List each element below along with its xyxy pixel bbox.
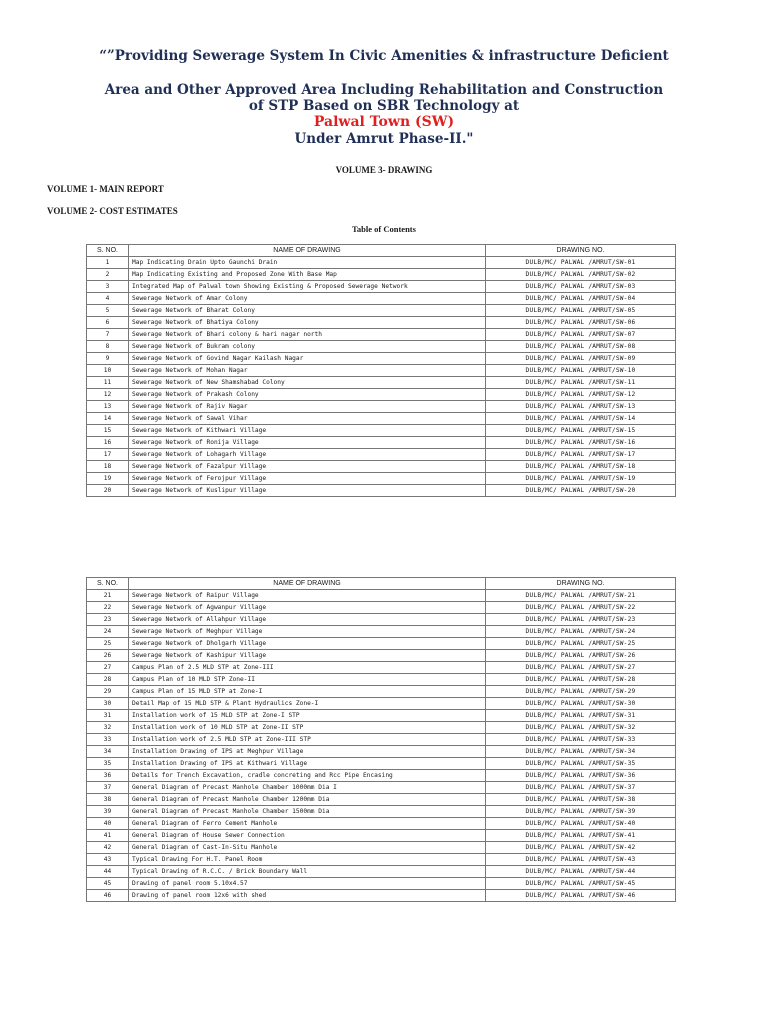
cell-drawing-no: DULB/MC/ PALWAL /AMRUT/SW-43 — [486, 854, 676, 866]
table-row — [87, 365, 676, 377]
cell-drawing-no: DULB/MC/ PALWAL /AMRUT/SW-20 — [486, 485, 676, 497]
cell-drawing-no: DULB/MC/ PALWAL /AMRUT/SW-44 — [486, 866, 676, 878]
cell-drawing-no: DULB/MC/ PALWAL /AMRUT/SW-11 — [486, 377, 676, 389]
cell-sno: 38 — [87, 794, 129, 806]
cell-sno: 41 — [87, 830, 129, 842]
header-sno: S. NO. — [87, 578, 129, 590]
cell-drawing-no: DULB/MC/ PALWAL /AMRUT/SW-25 — [486, 638, 676, 650]
cell-drawing-no: DULB/MC/ PALWAL /AMRUT/SW-26 — [486, 650, 676, 662]
cell-drawing-no: DULB/MC/ PALWAL /AMRUT/SW-07 — [486, 329, 676, 341]
table-row — [87, 614, 676, 626]
table-row — [87, 638, 676, 650]
table-row — [87, 746, 676, 758]
cell-drawing-name: Sewerage Network of Bhatiya Colony — [129, 317, 486, 329]
table-row — [87, 401, 676, 413]
cell-sno: 3 — [87, 281, 129, 293]
header-sno: S. NO. — [87, 245, 129, 257]
cell-sno: 19 — [87, 473, 129, 485]
volume-2-label: VOLUME 2- COST ESTIMATES — [47, 206, 178, 216]
table-row — [87, 734, 676, 746]
cell-sno: 46 — [87, 890, 129, 902]
cell-drawing-name: General Diagram of Ferro Cement Manhole — [129, 818, 486, 830]
cell-drawing-no: DULB/MC/ PALWAL /AMRUT/SW-41 — [486, 830, 676, 842]
table-row — [87, 806, 676, 818]
cell-drawing-name: Sewerage Network of Bhari colony & hari nagar north — [129, 329, 486, 341]
cell-drawing-no: DULB/MC/ PALWAL /AMRUT/SW-06 — [486, 317, 676, 329]
cell-drawing-name: Campus Plan of 15 MLD STP at Zone-I — [129, 686, 486, 698]
cell-sno: 23 — [87, 614, 129, 626]
cell-sno: 13 — [87, 401, 129, 413]
cell-drawing-name: Drawing of panel room 12x6 with shed — [129, 890, 486, 902]
cell-sno: 10 — [87, 365, 129, 377]
header-name: NAME OF DRAWING — [129, 578, 486, 590]
cell-drawing-no: DULB/MC/ PALWAL /AMRUT/SW-21 — [486, 590, 676, 602]
cell-drawing-no: DULB/MC/ PALWAL /AMRUT/SW-38 — [486, 794, 676, 806]
cell-sno: 44 — [87, 866, 129, 878]
table-row — [87, 686, 676, 698]
header-drawing-no: DRAWING NO. — [486, 245, 676, 257]
table-row — [87, 782, 676, 794]
cell-sno: 6 — [87, 317, 129, 329]
cell-drawing-name: Map Indicating Drain Upto Gaunchi Drain — [129, 257, 486, 269]
cell-sno: 18 — [87, 461, 129, 473]
cell-drawing-name: Sewerage Network of Allahpur Village — [129, 614, 486, 626]
table-row — [87, 662, 676, 674]
cell-drawing-name: Campus Plan of 2.5 MLD STP at Zone-III — [129, 662, 486, 674]
cell-drawing-name: Sewerage Network of Rajiv Nagar — [129, 401, 486, 413]
cell-drawing-no: DULB/MC/ PALWAL /AMRUT/SW-45 — [486, 878, 676, 890]
cell-sno: 34 — [87, 746, 129, 758]
cell-drawing-name: Sewerage Network of Meghpur Village — [129, 626, 486, 638]
cell-drawing-no: DULB/MC/ PALWAL /AMRUT/SW-29 — [486, 686, 676, 698]
table-row — [87, 305, 676, 317]
cell-drawing-name: General Diagram of Precast Manhole Chamber 1500mm Dia — [129, 806, 486, 818]
table-row — [87, 317, 676, 329]
cell-drawing-name: Integrated Map of Palwal town Showing Existing & Proposed Sewerage Network — [129, 281, 486, 293]
cell-drawing-no: DULB/MC/ PALWAL /AMRUT/SW-04 — [486, 293, 676, 305]
cell-drawing-name: Sewerage Network of Bukram colony — [129, 341, 486, 353]
cell-drawing-no: DULB/MC/ PALWAL /AMRUT/SW-23 — [486, 614, 676, 626]
cell-drawing-name: Sewerage Network of Bharat Colony — [129, 305, 486, 317]
table-row — [87, 485, 676, 497]
cell-drawing-name: Sewerage Network of Lohagarh Village — [129, 449, 486, 461]
cell-sno: 25 — [87, 638, 129, 650]
cell-drawing-no: DULB/MC/ PALWAL /AMRUT/SW-24 — [486, 626, 676, 638]
cell-drawing-name: Typical Drawing of R.C.C. / Brick Boundary Wall — [129, 866, 486, 878]
cell-drawing-name: Sewerage Network of Kashipur Village — [129, 650, 486, 662]
cell-drawing-name: Sewerage Network of Kuslipur Village — [129, 485, 486, 497]
cell-drawing-name: Sewerage Network of Prakash Colony — [129, 389, 486, 401]
cell-sno: 22 — [87, 602, 129, 614]
cell-drawing-name: Installation Drawing of IPS at Meghpur Village — [129, 746, 486, 758]
cell-sno: 40 — [87, 818, 129, 830]
cell-drawing-name: Sewerage Network of Raipur Village — [129, 590, 486, 602]
cell-drawing-name: General Diagram of Cast-In-Situ Manhole — [129, 842, 486, 854]
cell-sno: 24 — [87, 626, 129, 638]
doc-title-line-5: Under Amrut Phase-II." — [294, 131, 474, 147]
cell-sno: 16 — [87, 437, 129, 449]
cell-sno: 30 — [87, 698, 129, 710]
table-row — [87, 878, 676, 890]
cell-drawing-no: DULB/MC/ PALWAL /AMRUT/SW-13 — [486, 401, 676, 413]
cell-drawing-name: Installation work of 10 MLD STP at Zone-II STP — [129, 722, 486, 734]
cell-drawing-no: DULB/MC/ PALWAL /AMRUT/SW-35 — [486, 758, 676, 770]
cell-drawing-no: DULB/MC/ PALWAL /AMRUT/SW-05 — [486, 305, 676, 317]
table-row — [87, 818, 676, 830]
cell-drawing-name: Sewerage Network of Ferojpur Village — [129, 473, 486, 485]
cell-drawing-name: Detail Map of 15 MLD STP & Plant Hydraulics Zone-I — [129, 698, 486, 710]
table-row — [87, 854, 676, 866]
table-row — [87, 329, 676, 341]
cell-drawing-name: Sewerage Network of Fazalpur Village — [129, 461, 486, 473]
cell-drawing-name: Sewerage Network of Mohan Nagar — [129, 365, 486, 377]
drawings-table-2 — [86, 577, 676, 902]
cell-sno: 42 — [87, 842, 129, 854]
cell-sno: 45 — [87, 878, 129, 890]
cell-sno: 5 — [87, 305, 129, 317]
table-row — [87, 626, 676, 638]
table-row — [87, 650, 676, 662]
cell-drawing-name: Sewerage Network of Dholgarh Village — [129, 638, 486, 650]
cell-drawing-no: DULB/MC/ PALWAL /AMRUT/SW-39 — [486, 806, 676, 818]
doc-title-line-1: “”Providing Sewerage System In Civic Amenities & infrastructure Deficient — [99, 48, 669, 64]
table-row — [87, 269, 676, 281]
table-row — [87, 710, 676, 722]
cell-drawing-no: DULB/MC/ PALWAL /AMRUT/SW-28 — [486, 674, 676, 686]
drawings-table-1 — [86, 244, 676, 497]
cell-drawing-no: DULB/MC/ PALWAL /AMRUT/SW-09 — [486, 353, 676, 365]
cell-sno: 8 — [87, 341, 129, 353]
table-row — [87, 722, 676, 734]
cell-drawing-no: DULB/MC/ PALWAL /AMRUT/SW-15 — [486, 425, 676, 437]
table-row — [87, 794, 676, 806]
table-row — [87, 866, 676, 878]
volume-3-heading: VOLUME 3- DRAWING — [335, 165, 433, 175]
table-row — [87, 437, 676, 449]
doc-title-line-2: Area and Other Approved Area Including Rehabilitation and Construction — [104, 82, 664, 98]
table-row — [87, 281, 676, 293]
cell-drawing-no: DULB/MC/ PALWAL /AMRUT/SW-40 — [486, 818, 676, 830]
table-row — [87, 674, 676, 686]
cell-drawing-no: DULB/MC/ PALWAL /AMRUT/SW-37 — [486, 782, 676, 794]
cell-drawing-no: DULB/MC/ PALWAL /AMRUT/SW-08 — [486, 341, 676, 353]
cell-drawing-name: General Diagram of Precast Manhole Chamber 1200mm Dia — [129, 794, 486, 806]
cell-drawing-no: DULB/MC/ PALWAL /AMRUT/SW-33 — [486, 734, 676, 746]
cell-sno: 20 — [87, 485, 129, 497]
cell-drawing-name: Sewerage Network of Govind Nagar Kailash Nagar — [129, 353, 486, 365]
cell-drawing-no: DULB/MC/ PALWAL /AMRUT/SW-16 — [486, 437, 676, 449]
table-header-row — [87, 578, 676, 590]
volume-1-label: VOLUME 1- MAIN REPORT — [47, 184, 164, 194]
table-header-row — [87, 245, 676, 257]
cell-sno: 26 — [87, 650, 129, 662]
table-row — [87, 830, 676, 842]
table-row — [87, 698, 676, 710]
cell-sno: 21 — [87, 590, 129, 602]
cell-sno: 31 — [87, 710, 129, 722]
cell-drawing-name: Details for Trench Excavation, cradle concreting and Rcc Pipe Encasing — [129, 770, 486, 782]
table-row — [87, 353, 676, 365]
cell-drawing-no: DULB/MC/ PALWAL /AMRUT/SW-12 — [486, 389, 676, 401]
table-row — [87, 590, 676, 602]
cell-drawing-no: DULB/MC/ PALWAL /AMRUT/SW-36 — [486, 770, 676, 782]
cell-sno: 33 — [87, 734, 129, 746]
table-row — [87, 461, 676, 473]
cell-sno: 1 — [87, 257, 129, 269]
cell-drawing-name: General Diagram of House Sewer Connection — [129, 830, 486, 842]
table-row — [87, 413, 676, 425]
cell-drawing-no: DULB/MC/ PALWAL /AMRUT/SW-34 — [486, 746, 676, 758]
cell-drawing-name: Typical Drawing For H.T. Panel Room — [129, 854, 486, 866]
table-row — [87, 341, 676, 353]
table-row — [87, 377, 676, 389]
cell-drawing-no: DULB/MC/ PALWAL /AMRUT/SW-22 — [486, 602, 676, 614]
cell-sno: 11 — [87, 377, 129, 389]
table-row — [87, 758, 676, 770]
cell-drawing-name: Campus Plan of 10 MLD STP Zone-II — [129, 674, 486, 686]
cell-sno: 29 — [87, 686, 129, 698]
table-row — [87, 389, 676, 401]
cell-sno: 17 — [87, 449, 129, 461]
cell-drawing-no: DULB/MC/ PALWAL /AMRUT/SW-30 — [486, 698, 676, 710]
table-row — [87, 890, 676, 902]
cell-drawing-no: DULB/MC/ PALWAL /AMRUT/SW-18 — [486, 461, 676, 473]
cell-sno: 14 — [87, 413, 129, 425]
cell-drawing-no: DULB/MC/ PALWAL /AMRUT/SW-03 — [486, 281, 676, 293]
table-row — [87, 602, 676, 614]
cell-drawing-no: DULB/MC/ PALWAL /AMRUT/SW-02 — [486, 269, 676, 281]
table-row — [87, 770, 676, 782]
cell-drawing-name: Map Indicating Existing and Proposed Zone With Base Map — [129, 269, 486, 281]
cell-drawing-no: DULB/MC/ PALWAL /AMRUT/SW-19 — [486, 473, 676, 485]
cell-drawing-no: DULB/MC/ PALWAL /AMRUT/SW-01 — [486, 257, 676, 269]
cell-drawing-name: Sewerage Network of Agwanpur Village — [129, 602, 486, 614]
cell-drawing-name: Sewerage Network of Kithwari Village — [129, 425, 486, 437]
cell-drawing-name: Installation work of 2.5 MLD STP at Zone-III STP — [129, 734, 486, 746]
cell-drawing-no: DULB/MC/ PALWAL /AMRUT/SW-42 — [486, 842, 676, 854]
cell-drawing-name: Installation Drawing of IPS at Kithwari Village — [129, 758, 486, 770]
cell-drawing-no: DULB/MC/ PALWAL /AMRUT/SW-17 — [486, 449, 676, 461]
cell-sno: 12 — [87, 389, 129, 401]
cell-sno: 43 — [87, 854, 129, 866]
cell-sno: 39 — [87, 806, 129, 818]
header-drawing-no: DRAWING NO. — [486, 578, 676, 590]
cell-drawing-name: Sewerage Network of Ronija Village — [129, 437, 486, 449]
table-row — [87, 425, 676, 437]
cell-drawing-no: DULB/MC/ PALWAL /AMRUT/SW-27 — [486, 662, 676, 674]
header-name: NAME OF DRAWING — [129, 245, 486, 257]
table-row — [87, 473, 676, 485]
table-row — [87, 293, 676, 305]
cell-drawing-no: DULB/MC/ PALWAL /AMRUT/SW-31 — [486, 710, 676, 722]
cell-sno: 15 — [87, 425, 129, 437]
cell-drawing-name: Sewerage Network of Sawal Vihar — [129, 413, 486, 425]
doc-title-line-3: of STP Based on SBR Technology at — [248, 98, 520, 114]
cell-sno: 36 — [87, 770, 129, 782]
cell-drawing-name: Sewerage Network of New Shamshabad Colony — [129, 377, 486, 389]
cell-sno: 32 — [87, 722, 129, 734]
cell-sno: 35 — [87, 758, 129, 770]
cell-drawing-name: Sewerage Network of Amar Colony — [129, 293, 486, 305]
cell-drawing-name: Drawing of panel room 5.10x4.57 — [129, 878, 486, 890]
cell-drawing-no: DULB/MC/ PALWAL /AMRUT/SW-32 — [486, 722, 676, 734]
table-row — [87, 449, 676, 461]
table-row — [87, 842, 676, 854]
cell-sno: 9 — [87, 353, 129, 365]
cell-sno: 4 — [87, 293, 129, 305]
cell-drawing-name: Installation work of 15 MLD STP at Zone-I STP — [129, 710, 486, 722]
cell-sno: 27 — [87, 662, 129, 674]
cell-sno: 37 — [87, 782, 129, 794]
cell-drawing-no: DULB/MC/ PALWAL /AMRUT/SW-10 — [486, 365, 676, 377]
cell-sno: 2 — [87, 269, 129, 281]
toc-heading: Table of Contents — [352, 224, 416, 234]
cell-drawing-no: DULB/MC/ PALWAL /AMRUT/SW-14 — [486, 413, 676, 425]
cell-sno: 7 — [87, 329, 129, 341]
table-row — [87, 257, 676, 269]
cell-drawing-name: General Diagram of Precast Manhole Chamber 1000mm Dia I — [129, 782, 486, 794]
cell-drawing-no: DULB/MC/ PALWAL /AMRUT/SW-46 — [486, 890, 676, 902]
cell-sno: 28 — [87, 674, 129, 686]
doc-title-town: Palwal Town (SW) — [313, 114, 455, 130]
